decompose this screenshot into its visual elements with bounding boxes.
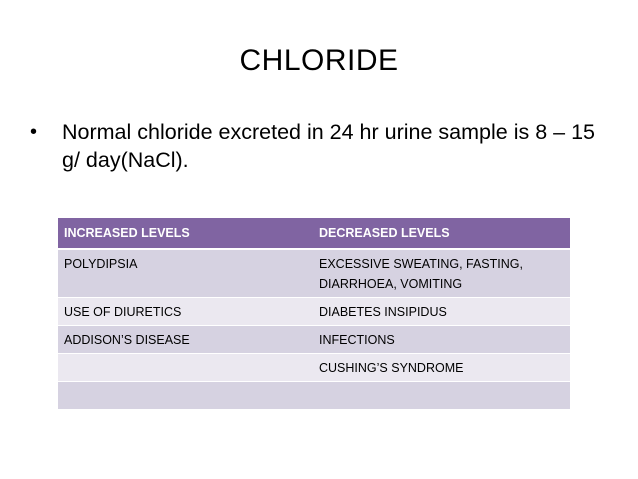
bullet-icon: • <box>30 121 38 143</box>
bullet-text: Normal chloride excreted in 24 hr urine sample is 8 – 15 g/ day(NaCl). <box>62 120 595 172</box>
table-row <box>58 326 570 354</box>
table-cell-decreased: EXCESSIVE SWEATING, FASTING, DIARRHOEA, VOMITING <box>313 249 570 298</box>
table-cell-increased: POLYDIPSIA <box>58 249 313 298</box>
table-row <box>58 354 570 382</box>
table-cell-decreased: DIABETES INSIPIDUS <box>313 298 570 326</box>
table-cell-increased: ADDISON’S DISEASE <box>58 326 313 354</box>
table-row <box>58 298 570 326</box>
header-increased-levels: INCREASED LEVELS <box>58 218 313 249</box>
table-cell-increased <box>58 382 313 410</box>
slide-title: CHLORIDE <box>239 44 399 77</box>
table-cell-decreased: INFECTIONS <box>313 326 570 354</box>
table-header-row <box>58 218 570 249</box>
table-cell-decreased <box>313 382 570 410</box>
table-cell-increased <box>58 354 313 382</box>
table-row <box>58 249 570 298</box>
table-cell-decreased: CUSHING’S SYNDROME <box>313 354 570 382</box>
table-row <box>58 382 570 410</box>
levels-table <box>58 218 570 410</box>
table-cell-increased: USE OF DIURETICS <box>58 298 313 326</box>
header-decreased-levels: DECREASED LEVELS <box>313 218 570 249</box>
